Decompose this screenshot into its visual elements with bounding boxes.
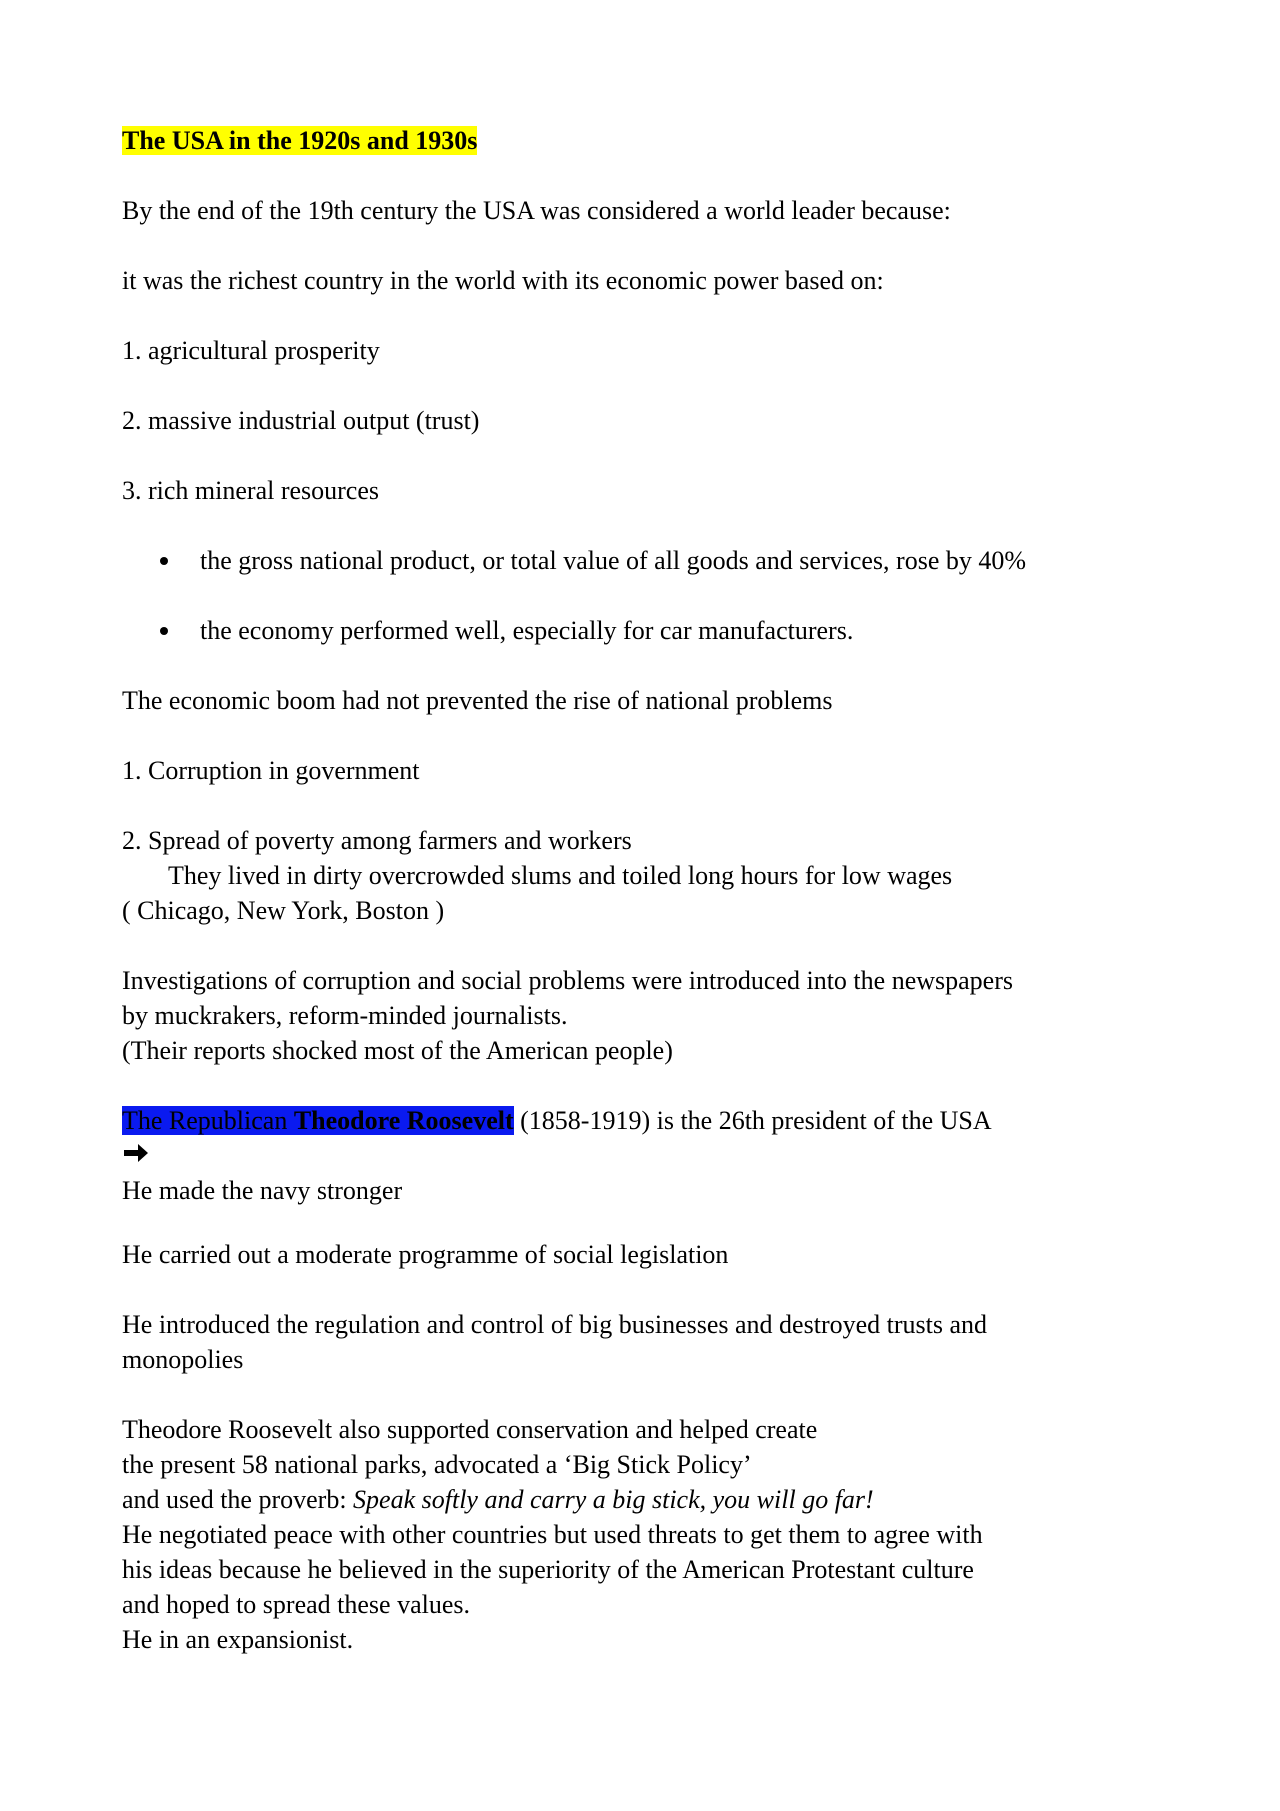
- roosevelt-name: Theodore Roosevelt: [293, 1106, 514, 1135]
- investigations-text: Investigations of corruption and social problems were introduced into the newspapers: [122, 966, 1013, 995]
- proverb-quote: Speak softly and carry a big stick, you will go far!: [353, 1485, 874, 1514]
- page-title-line: [122, 124, 477, 158]
- roosevelt-suffix: (1858-1919) is the 26th president of the USA: [513, 1106, 992, 1135]
- roosevelt-prefix: The Republican: [122, 1106, 294, 1135]
- power-base-item: 3. rich mineral resources: [122, 476, 380, 505]
- investigations-text: (Their reports shocked most of the American people): [122, 1036, 673, 1065]
- regulation-text: He introduced the regulation and control of big businesses and destroyed trusts and: [122, 1310, 988, 1339]
- power-base-item: 1. agricultural prosperity: [122, 336, 380, 365]
- conservation-text: Theodore Roosevelt also supported conservation and helped create: [122, 1415, 818, 1444]
- problem-item: 1. Corruption in government: [122, 756, 420, 785]
- closing-text: his ideas because he believed in the superiority of the American Protestant culture: [122, 1555, 974, 1584]
- problem-cities-text: ( Chicago, New York, Boston ): [122, 896, 445, 925]
- problem-detail-text: They lived in dirty overcrowded slums and toiled long hours for low wages: [168, 861, 953, 890]
- roosevelt-heading: [122, 1104, 992, 1138]
- achievement-item: He made the navy stronger: [122, 1176, 403, 1205]
- conservation-text: the present 58 national parks, advocated a ‘Big Stick Policy’: [122, 1450, 752, 1479]
- economic-power-text: it was the richest country in the world with its economic power based on:: [122, 266, 884, 295]
- problem-item: 2. Spread of poverty among farmers and workers: [122, 826, 632, 855]
- regulation-text: monopolies: [122, 1345, 244, 1374]
- bullet-icon: [160, 627, 168, 635]
- bullet-item: the economy performed well, especially for car manufacturers.: [200, 616, 854, 645]
- problems-intro-text: The economic boom had not prevented the rise of national problems: [122, 686, 833, 715]
- proverb-prefix: and used the proverb:: [122, 1485, 354, 1514]
- roosevelt-highlight: [122, 1106, 514, 1135]
- achievement-item: He carried out a moderate programme of social legislation: [122, 1240, 729, 1269]
- right-arrow-icon: [122, 1141, 150, 1165]
- page-title: The USA in the 1920s and 1930s: [122, 126, 478, 155]
- closing-text: He negotiated peace with other countries but used threats to get them to agree with: [122, 1520, 983, 1549]
- closing-text: He in an expansionist.: [122, 1625, 354, 1654]
- power-base-item: 2. massive industrial output (trust): [122, 406, 480, 435]
- proverb-line: [122, 1483, 874, 1517]
- closing-text: and hoped to spread these values.: [122, 1590, 471, 1619]
- intro-text: By the end of the 19th century the USA was considered a world leader because:: [122, 196, 951, 225]
- bullet-icon: [160, 557, 168, 565]
- investigations-text: by muckrakers, reform-minded journalists.: [122, 1001, 568, 1030]
- bullet-item: the gross national product, or total value of all goods and services, rose by 40%: [200, 546, 1027, 575]
